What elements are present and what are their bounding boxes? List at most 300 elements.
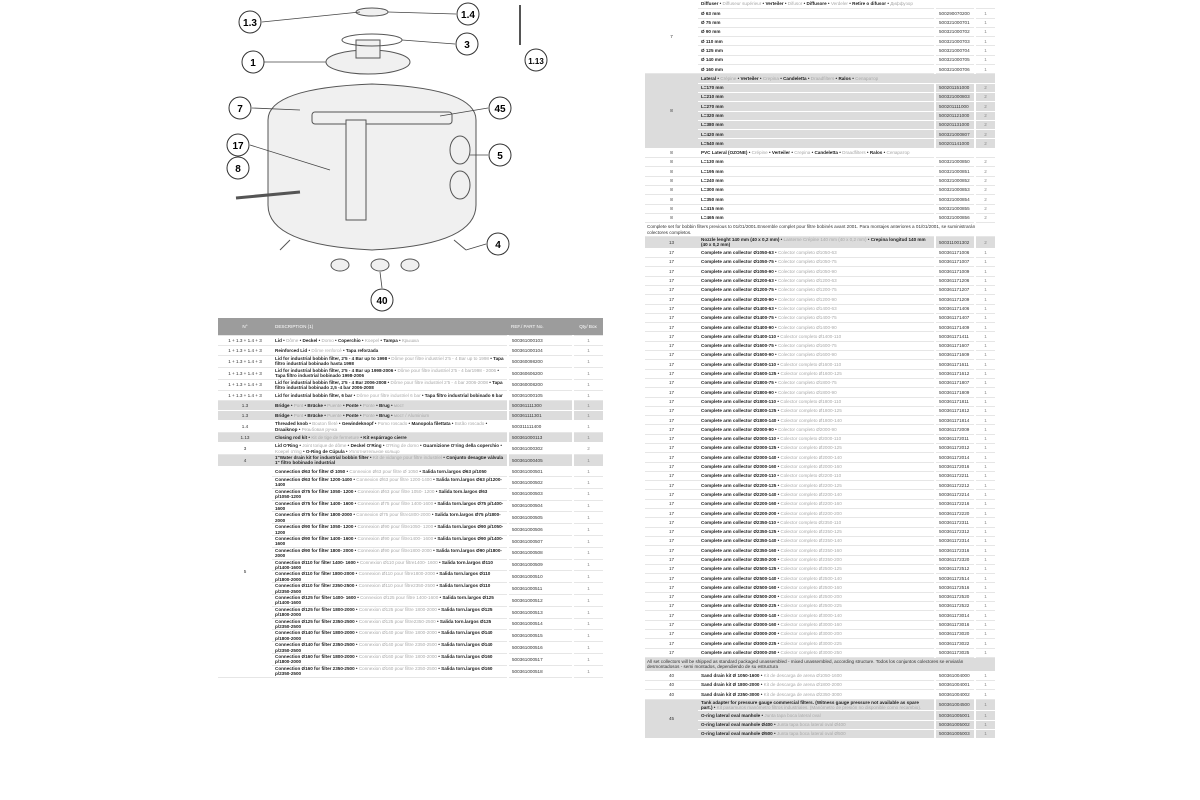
description-text: Complete arm collector Ø1600-90 — [701, 352, 774, 358]
part-ref: 500361172522 — [935, 602, 975, 611]
part-description — [698, 18, 935, 27]
part-description — [698, 55, 935, 64]
description-text: Reinforced Lid — [275, 347, 308, 353]
separator-bullet: • — [882, 150, 887, 156]
sand-drain-part — [371, 259, 389, 271]
part-description — [698, 397, 935, 406]
separator-bullet: • — [435, 618, 440, 624]
separator-bullet: • — [381, 443, 386, 449]
callout-label: 3 — [464, 40, 470, 51]
description-text: Brücke — [307, 413, 323, 419]
description-text: L=320 mm — [701, 113, 724, 118]
separator-bullet: • — [430, 512, 435, 518]
separator-bullet: • — [810, 150, 815, 156]
separator-bullet: • — [345, 468, 350, 474]
part-ref: 500321000705 — [935, 55, 975, 64]
part-qty: 1 — [975, 546, 995, 555]
table-row — [645, 462, 995, 471]
translation-text: Colector completo Ø1600-125 — [780, 371, 842, 377]
part-qty: 1 — [975, 602, 995, 611]
part-qty: 2 — [975, 130, 995, 139]
description-text: Complete arm collector Ø2200-200 — [701, 510, 777, 516]
translation-text: Dôme pour filtre industriel 2'5 - 4 Bar up to 1998 — [391, 356, 489, 361]
translation-text: Colector completo Ø2350-160 — [780, 547, 842, 553]
part-description — [698, 729, 935, 738]
separator-bullet: • — [776, 603, 781, 609]
part-number: 17 — [645, 481, 698, 490]
translation-text: Colector completo Ø1600-90 — [777, 352, 837, 358]
description-text: Connection Ø90 for filter 1050- 1200 — [275, 524, 354, 530]
part-number: 8 — [645, 176, 698, 185]
table-row — [645, 629, 995, 638]
part-description — [698, 332, 935, 341]
separator-bullet: • — [337, 421, 342, 427]
part-ref: 500361000508 — [508, 547, 573, 559]
translation-text: Kit de tige de fermeture — [311, 435, 360, 441]
separator-bullet: • — [298, 443, 303, 449]
table-row — [218, 583, 603, 595]
part-description — [698, 592, 935, 601]
translation-text: Pomo roscado — [377, 421, 408, 427]
description-text: Complete arm collector Ø2000-110 — [701, 436, 777, 442]
translation-text: Colector completo Ø1400-110 — [780, 333, 842, 339]
table-row — [645, 213, 995, 222]
description-text: Lid O'Ring — [275, 443, 299, 449]
callout-label: 40 — [376, 296, 388, 307]
part-number: 8 — [645, 213, 698, 222]
separator-bullet: • — [773, 268, 778, 274]
header-description: DESCRIPTION (1) — [272, 318, 508, 336]
separator-bullet: • — [436, 665, 442, 671]
separator-bullet: • — [776, 491, 781, 497]
part-number: 17 — [645, 555, 698, 564]
description-text: Diffusore — [806, 1, 827, 7]
separator-bullet: • — [438, 595, 443, 600]
part-ref: 500361172011 — [935, 434, 975, 443]
description-text: Complete arm collector Ø2500-225 — [701, 603, 777, 609]
table-row — [645, 285, 995, 294]
part-description — [698, 369, 935, 378]
part-qty: 1 — [573, 547, 603, 559]
description-text: Tampa — [383, 337, 398, 343]
part-ref: 500321000701 — [935, 18, 975, 27]
translation-text: Colector completo Ø1800-125 — [780, 408, 842, 414]
part-number: 13 — [645, 236, 698, 248]
table-row — [645, 555, 995, 564]
separator-bullet: • — [776, 408, 781, 414]
translation-text: Colector completo Ø1050-90 — [777, 268, 837, 274]
part-ref: 500321000856 — [935, 213, 975, 222]
part-description — [698, 690, 935, 699]
part-description — [272, 618, 508, 630]
table-row — [645, 27, 995, 36]
table-row — [218, 421, 603, 433]
part-number: 17 — [645, 639, 698, 648]
separator-bullet: • — [776, 333, 781, 339]
translation-text: Junta tapa boca lateral oval — [764, 712, 821, 718]
tank-body — [268, 84, 476, 250]
part-ref: 500361172316 — [935, 546, 975, 555]
description-text: Coperchio — [337, 337, 361, 343]
table-row — [645, 83, 995, 92]
description-text: Complete arm collector Ø3000-200 — [701, 631, 777, 637]
part-description — [272, 391, 508, 401]
separator-bullet: • — [773, 278, 778, 284]
part-qty: 1 — [573, 654, 603, 666]
description-text: Candeletta — [783, 75, 807, 81]
sand-drain-part — [401, 259, 419, 271]
description-text: Complete arm collector Ø1400-63 — [701, 305, 774, 311]
separator-bullet: • — [433, 524, 438, 530]
description-text: Complete arm collector Ø2500-200 — [701, 594, 777, 600]
filter-exploded-diagram — [220, 0, 560, 316]
part-description — [698, 574, 935, 583]
table-row — [645, 527, 995, 536]
part-number: 17 — [645, 453, 698, 462]
description-text: Lid for industrial bobbin filter, 2'5 - 4 Bar up to 1998 — [275, 356, 388, 361]
description-text: Complete arm collector Ø2200-160 — [701, 501, 777, 507]
translation-text: Kit pasamuros manómetro filtros industriales. (Manómetro de presión no disponible como recambio). — [716, 704, 922, 710]
translation-text: Junta tapa boca lateral oval Ø500 — [776, 731, 846, 737]
description-text: Connection Ø125 for filter 2350-2500 — [275, 618, 355, 624]
part-description — [698, 546, 935, 555]
separator-bullet: • — [354, 665, 359, 671]
description-text: Connection Ø160 for filter 1800-2000 — [275, 654, 355, 660]
separator-bullet: • — [806, 75, 811, 81]
translation-text: Domo — [321, 337, 334, 343]
separator-bullet: • — [436, 630, 442, 636]
translation-text: Joint torique de dôme — [302, 443, 347, 449]
table-row — [645, 481, 995, 490]
translation-text: Colector completo Ø2200-125 — [780, 482, 842, 488]
description-text: Bridge — [275, 413, 290, 419]
description-text: Connection Ø110 for filter 1400- 1600 — [275, 559, 356, 565]
part-description — [698, 304, 935, 313]
part-ref: 500360008200 — [508, 379, 573, 391]
part-number: 17 — [645, 388, 698, 397]
table-row — [218, 512, 603, 524]
callout-45 — [489, 97, 511, 119]
table-row — [645, 65, 995, 74]
part-description — [698, 555, 935, 564]
part-ref: 500361171207 — [935, 285, 975, 294]
part-ref: 500361000504 — [508, 500, 573, 512]
part-number: 45 — [645, 699, 698, 739]
separator-bullet: • — [499, 443, 502, 449]
part-qty: 1 — [975, 583, 995, 592]
separator-bullet: • — [776, 436, 781, 442]
part-qty: 1 — [975, 443, 995, 452]
part-ref: 500321000807 — [935, 130, 975, 139]
part-description — [698, 351, 935, 360]
separator-bullet: • — [352, 476, 357, 482]
part-qty: 1 — [975, 481, 995, 490]
part-qty: 1 — [573, 642, 603, 654]
description-text: Bridge — [275, 403, 290, 409]
description-text: Connection Ø75 for filter 1050- 1200 — [275, 488, 354, 494]
description-text: Complete arm collector Ø2350-125 — [701, 529, 777, 535]
part-number: 17 — [645, 304, 698, 313]
translation-text: Colector completo Ø1400-75 — [777, 315, 837, 321]
separator-bullet: • — [776, 464, 781, 470]
separator-bullet: • — [354, 618, 359, 624]
part-number: 5 — [218, 466, 272, 677]
part-description — [698, 406, 935, 415]
part-description — [698, 92, 935, 101]
description-text: L=240 mm — [701, 178, 724, 184]
separator-bullet: • — [354, 571, 359, 577]
description-text: Complete arm collector Ø3000-225 — [701, 640, 777, 646]
part-number: 4 — [218, 455, 272, 467]
part-qty: 1 — [975, 341, 995, 350]
separator-bullet: • — [353, 488, 358, 494]
part-description — [698, 518, 935, 527]
part-description — [698, 711, 935, 720]
translation-text: Уплотнительное кольцо — [348, 448, 400, 454]
part-ref: 500321000855 — [935, 204, 975, 213]
part-description — [272, 524, 508, 536]
part-description — [698, 378, 935, 387]
table-row — [645, 158, 995, 167]
translation-text: Dôme renforcé — [311, 347, 342, 353]
separator-bullet: • — [352, 393, 357, 399]
description-text: Nozzle lenght 140 mm (40 x 0,2 mm) — [701, 236, 780, 242]
table-row — [645, 425, 995, 434]
part-qty: 2 — [975, 102, 995, 111]
translation-text: Connexion Ø110 pour filtre2350-2500 — [358, 583, 436, 589]
part-qty: 1 — [975, 406, 995, 415]
part-number: 17 — [645, 564, 698, 573]
part-description — [272, 401, 508, 411]
part-number: 8 — [645, 195, 698, 204]
translation-text: Colector completo Ø2500-160 — [780, 584, 842, 590]
part-description — [698, 65, 935, 74]
part-description — [698, 158, 935, 167]
table-row — [645, 583, 995, 592]
separator-bullet: • — [420, 393, 425, 399]
description-text: L=380 mm — [701, 122, 724, 128]
translation-text: Colector completo Ø2500-140 — [780, 575, 842, 581]
part-description — [698, 680, 935, 689]
table-row — [645, 406, 995, 415]
description-text: Ralos — [838, 75, 851, 81]
description-text: Threaded knob — [275, 421, 308, 427]
part-ref: 500361172214 — [935, 490, 975, 499]
part-ref: 500201151000 — [935, 83, 975, 92]
part-qty: 1 — [975, 499, 995, 508]
part-ref: 500361171007 — [935, 258, 975, 267]
part-qty: 2 — [975, 139, 995, 148]
table-row — [645, 711, 995, 720]
part-qty: 1 — [573, 618, 603, 630]
part-description — [272, 346, 508, 356]
part-number: 17 — [645, 611, 698, 620]
table-row — [645, 536, 995, 545]
part-qty: 1 — [975, 699, 995, 711]
separator-bullet: • — [776, 640, 781, 646]
part-qty: 2 — [975, 204, 995, 213]
separator-bullet: • — [776, 398, 781, 404]
callout-17 — [227, 134, 249, 156]
separator-bullet: • — [759, 682, 764, 688]
part-qty: 1 — [573, 356, 603, 368]
translation-text: Connexion Ø140 pour filtre 2350-2500 — [358, 642, 437, 648]
description-text: Complete arm collector Ø1200-90 — [701, 296, 774, 302]
part-number: 17 — [645, 490, 698, 499]
callout-label: 7 — [237, 104, 243, 115]
part-qty: 1 — [975, 276, 995, 285]
table-row — [218, 535, 603, 547]
description-text: Salida torn.largos Ø90 p/1050-1200 — [275, 524, 504, 535]
separator-bullet: • — [436, 654, 442, 660]
translation-text: Dôme — [286, 337, 299, 343]
table-row — [645, 176, 995, 185]
translation-text: Colector completo Ø3000-160 — [780, 622, 842, 628]
part-description — [698, 267, 935, 276]
part-ref: 500321000704 — [935, 46, 975, 55]
separator-bullet: • — [776, 473, 781, 479]
translation-text: Ponte — [362, 403, 375, 409]
part-description — [272, 367, 508, 379]
separator-bullet: • — [718, 1, 723, 7]
part-qty: 1 — [573, 665, 603, 677]
part-ref: 500361172314 — [935, 536, 975, 545]
header-ref: REF./ PART No. — [508, 318, 573, 336]
part-qty: 1 — [975, 555, 995, 564]
table-row — [218, 630, 603, 642]
part-qty: 2 — [975, 185, 995, 194]
separator-bullet: • — [418, 443, 423, 449]
part-ref: 500361000514 — [508, 618, 573, 630]
part-description — [272, 356, 508, 368]
table-row — [218, 455, 603, 467]
part-number: 8 — [645, 204, 698, 213]
separator-bullet: • — [783, 1, 788, 7]
separator-bullet: • — [358, 403, 363, 409]
part-qty: 1 — [573, 379, 603, 391]
description-text: Complete arm collector Ø1600-110 — [701, 361, 777, 367]
separator-bullet: • — [773, 343, 778, 349]
separator-bullet: • — [776, 501, 781, 507]
separator-bullet: • — [431, 547, 437, 553]
table-row — [645, 9, 995, 18]
description-text: Connection Ø125 for filter 1800-2000 — [275, 606, 355, 612]
part-description — [272, 411, 508, 421]
callout-label: 4 — [495, 240, 501, 251]
part-description — [698, 425, 935, 434]
translation-text: Junta tapa boca lateral oval Ø400 — [776, 722, 846, 728]
part-ref: 500361005002 — [935, 720, 975, 729]
separator-bullet: • — [776, 510, 781, 516]
part-qty: 1 — [975, 671, 995, 680]
description-text: L=420 mm — [701, 131, 724, 137]
description-text: Crepina longitud 140 mm (40 x 0,2 mm) — [701, 236, 926, 248]
part-description — [698, 37, 935, 46]
part-qty: 1 — [975, 720, 995, 729]
part-number: 8 — [645, 185, 698, 194]
translation-text: мост — [393, 403, 404, 409]
part-description — [698, 195, 935, 204]
table-row — [645, 574, 995, 583]
table-row — [645, 360, 995, 369]
part-ref: 500361000505 — [508, 512, 573, 524]
table-row — [645, 397, 995, 406]
separator-bullet: • — [397, 337, 402, 343]
part-description — [272, 488, 508, 500]
separator-bullet: • — [776, 529, 781, 535]
part-description — [698, 120, 935, 129]
lid-neck — [356, 40, 380, 58]
separator-bullet: • — [760, 712, 765, 718]
description-text: Salida torn.largos Ø75 p/1400-1600 — [275, 500, 504, 511]
part-description — [698, 213, 935, 222]
part-qty: 1 — [975, 323, 995, 332]
description-text: Tapa filtro industrial bobinado 6 bar — [424, 393, 503, 399]
translation-text: Bouton fileté — [312, 421, 338, 427]
part-description — [272, 455, 508, 467]
part-ref: 500361171612 — [935, 369, 975, 378]
separator-bullet: • — [761, 1, 766, 7]
part-ref: 500361000506 — [508, 524, 573, 536]
separator-bullet: • — [358, 413, 363, 419]
part-ref: 500361171006 — [935, 248, 975, 257]
description-text: Complete arm collector Ø1800-125 — [701, 408, 777, 414]
table-row — [645, 323, 995, 332]
description-text: Deckel O'Ring — [350, 443, 382, 449]
description-text: Salida torn.largos Ø125 p/2350-2500 — [275, 618, 492, 630]
translation-text: Colector completo Ø2200-160 — [780, 501, 842, 507]
part-ref: 500361172211 — [935, 471, 975, 480]
part-description — [698, 167, 935, 176]
separator-bullet: • — [802, 1, 807, 7]
part-ref: 500321000854 — [935, 195, 975, 204]
description-text: Connection Ø63 for filter Ø 1050 — [275, 468, 346, 474]
description-text: Ø 110 mm — [701, 38, 723, 44]
translation-text: Crépine — [720, 75, 737, 81]
part-number: 17 — [645, 648, 698, 657]
separator-bullet: • — [317, 337, 322, 343]
table-note: Complete set for bobbin filters previous to 01/01/2001.Ensemble complet pour filtre bobinés avant 2001. Para montajes anteriores a 01/01/2001, se suministrarán colectores completos. — [645, 223, 995, 237]
translation-text: Colector completo Ø3000-250 — [780, 649, 842, 655]
callout-4 — [487, 233, 509, 255]
separator-bullet: • — [834, 75, 839, 81]
part-description — [272, 642, 508, 654]
part-qty: 2 — [975, 167, 995, 176]
table-row — [645, 111, 995, 120]
description-text: Complete arm collector Ø2000-125 — [701, 445, 777, 451]
part-number: 17 — [645, 276, 698, 285]
translation-text: Colector completo Ø2000-90 — [777, 426, 837, 432]
part-description — [272, 336, 508, 346]
table-row — [645, 313, 995, 322]
description-text: 1"Water drain kit for industrial bobbin filter — [275, 455, 369, 461]
callout-label: 1.4 — [461, 10, 475, 21]
separator-bullet: • — [354, 630, 359, 636]
part-qty: 1 — [975, 285, 995, 294]
callout-label: 5 — [497, 151, 503, 162]
description-text: PVC Lateral (OZONE) — [701, 150, 748, 156]
part-description — [698, 83, 935, 92]
part-qty: 1 — [975, 378, 995, 387]
part-number: 8 — [645, 167, 698, 176]
part-description — [698, 9, 935, 18]
description-text: Complete arm collector Ø1600-75 — [701, 343, 774, 349]
part-description — [698, 236, 935, 248]
part-number: 17 — [645, 332, 698, 341]
separator-bullet: • — [773, 352, 778, 358]
part-qty: 1 — [975, 397, 995, 406]
part-number: 17 — [645, 443, 698, 452]
